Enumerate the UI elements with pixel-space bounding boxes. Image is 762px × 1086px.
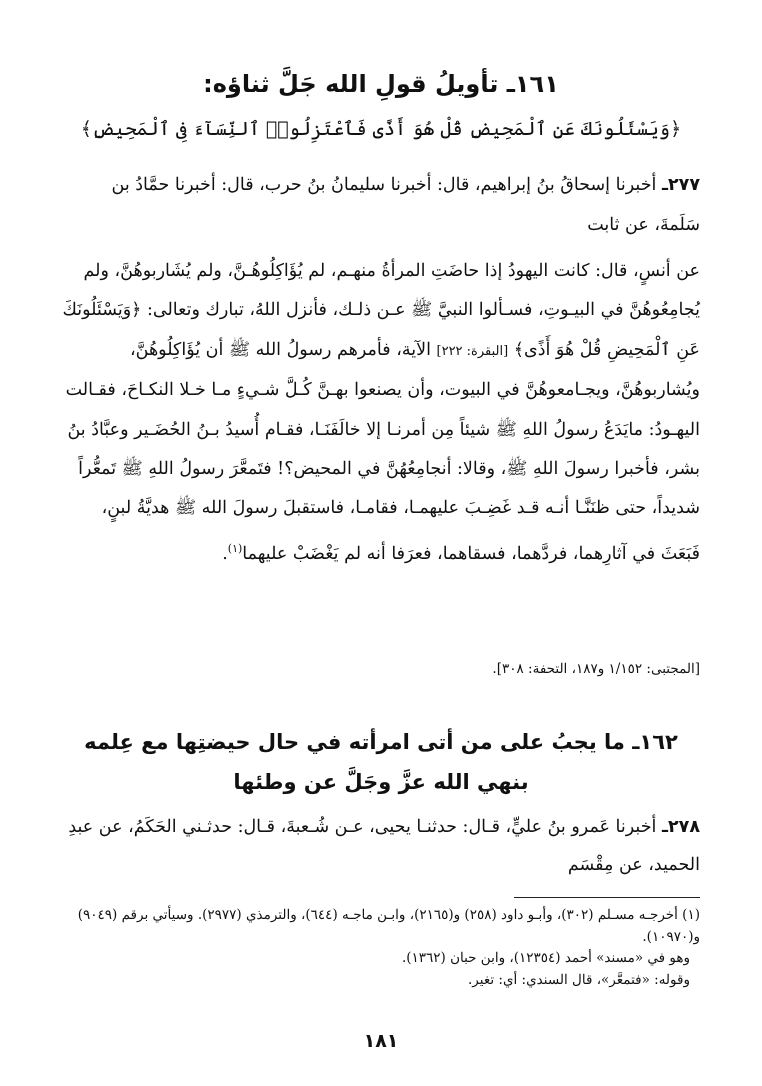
hadith-278 [62,808,700,884]
chapter-161-verse: ﴿وَيَسْئَلُونَكَ عَنِ ٱلْمَحِيضِ قُلْ هُوَ أَذًى فَٱعْتَزِلُوا۟ ٱلنِّسَآءَ فِى ٱلْمَحِيضِ﴾ [80,118,682,140]
chapter-162-title: ١٦٢ـ ما يجبُ على من أتى امرأته في حال حيضتِها مع عِلمه بنهي الله عزَّ وجَلَّ عن وطئها [84,730,678,794]
hadith-277-isnad-text: أخبرنا إسحاقُ بنُ إبراهيم، قال: أخبرنا سليمانُ بنُ حرب، قال: أخبرنا حمَّادُ بن سَلَمةَ، عن ثابت [111,175,700,235]
hadith-277-verse-quote: ﴿وَيَسْئَلُونَكَ عَنِ ٱلْمَحِيضِ قُلْ هُوَ أَذًى﴾ [62,300,700,360]
page-number: ١٨١ [363,1030,399,1052]
footnotes [62,905,700,991]
chapter-161-title: ١٦١ـ تأويلُ قولِ الله جَلَّ ثناؤه: [203,70,559,98]
hadith-277-matn-part2: الآية، فأمرهم رسولُ الله ﷺ أن يُؤَاكِلُوهُنَّ، ويُشاربوهُنَّ، ويجـامعوهُنَّ في البيوت، وأن يصنعوا بهـنَّ كُـلَّ شـيءٍ مـا خـلا النكـاحَ، فقـالت اليهـودُ: مايَدَعُ رسولُ اللهِ ﷺ شيئاً مِن أمرنـا إلا خالَفَنَـا، فقـام أُسيدُ بـنُ الحُضَـير وعبَّادُ بنُ بشر، فأخبرا رسولَ اللهِ ﷺ، وقالا: أنجامِعُهُنَّ في المحيض؟! فتَمعَّرَ رسولُ اللهِ ﷺ تَمعُّراً شديداً، حتى ظنَنَّـا أنـه قـد غَضِـبَ عليهمـا، فقامـا، فاستقبلَ رسولَ الله ﷺ هديَّةُ لبنٍ، فَبَعَثَ في آثارِهما، فردَّهما، فسقاهما، فعرَفا أنه لم يَغْضَبْ عليهما [65,339,700,564]
hadith-277-source: [المجتبى: ١/١٥٢ و١٨٧، التحفة: ٣٠٨]. [492,661,700,677]
hadith-277-matn-part1: عن أنسٍ، قال: كانت اليهودُ إذا حاضَتِ المرأةُ منهـم، لم يُؤَاكِلُوهُـنَّ، ولم يُشَاربوهُنَّ، ولم يُجامِعُوهُنَّ في البيـوتِ، فسـألوا النبيَّ ﷺ عـن ذلـك، فأنزل اللهُ، تبارك وتعالى: [83,261,700,321]
hadith-277-verse-ref: [البقرة: ٢٢٢] [436,343,509,359]
hadith-277-number: ٢٧٧ـ [661,175,700,195]
hadith-277-matn [62,252,700,574]
hadith-277-isnad [62,165,700,245]
footnote-divider [514,897,700,898]
page-content [62,0,700,1086]
footnote-2: وهو في «مسند» أحمد (١٢٣٥٤)، وابن حبان (١٣٦٢). [401,950,690,966]
hadith-277-end: . [222,543,228,564]
footnote-marker: (١) [227,541,243,555]
footnote-3: وقوله: «فتمعَّر»، قال السندي: أي: تغير. [468,971,690,988]
hadith-278-text: أخبرنا عَمرو بنُ عليٍّ، قـال: حدثنـا يحيى، عـن شُـعبةَ، قـال: حدثـني الحَكَمُ، عن عبدِ الحميد، عن مِقْسَم [68,817,700,875]
hadith-278-number: ٢٧٨ـ [661,817,700,837]
footnote-1: (١) أخرجـه مسـلم (٣٠٢)، وأبـو داود (٢٥٨) و(٢١٦٥)، وابـن ماجـه (٦٤٤)، والترمذي (٢٩٧٧). وسيأتي برقم (٩٠٤٩) و(١٠٩٧٠). [77,907,700,945]
